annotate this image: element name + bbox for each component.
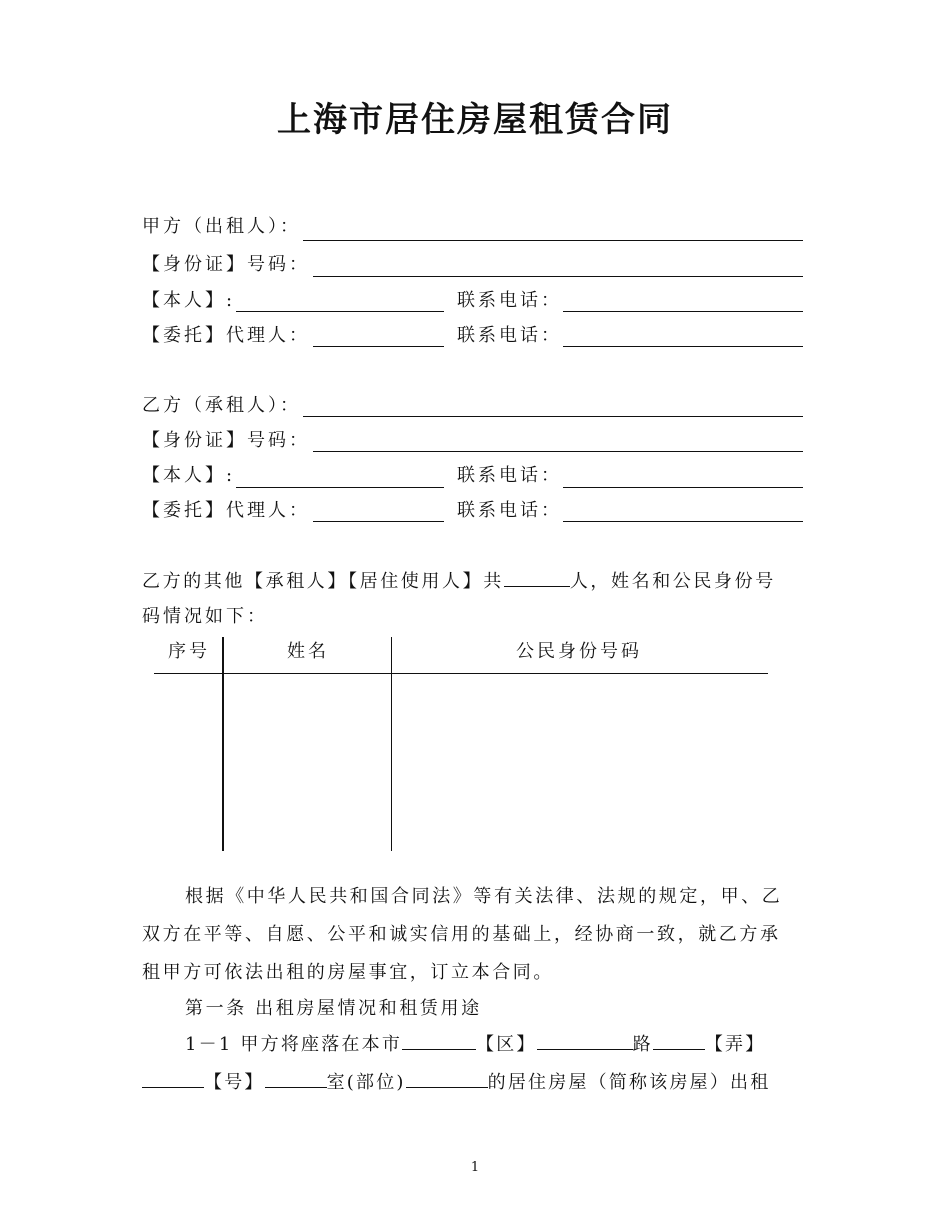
- lessee-id-field[interactable]: [313, 451, 803, 452]
- occupants-count-field[interactable]: [504, 568, 570, 587]
- preamble-line-3: 租甲方可依法出租的房屋事宜，订立本合同。: [142, 962, 554, 983]
- lessee-id-label: 【身份证】号码：: [142, 430, 310, 451]
- clause-1-1-text-b: 【区】: [476, 1034, 537, 1055]
- clause-1-1-line-1: [142, 1030, 812, 1056]
- occupants-text-after: 人，姓名和公民身份号: [569, 571, 776, 592]
- lessor-id-label: 【身份证】号码：: [142, 254, 310, 275]
- table-header-rule: [154, 673, 768, 674]
- occupants-sentence: [142, 567, 776, 593]
- lessor-agent-field[interactable]: [313, 346, 444, 347]
- lessor-name-field[interactable]: [303, 240, 803, 241]
- document-title: 上海市居住房屋租赁合同: [277, 100, 673, 140]
- lessee-label: 乙方（承租人）：: [142, 395, 301, 416]
- clause-1-1-text-e: 【号】: [204, 1072, 265, 1093]
- lessee-agent-label: 【委托】代理人：: [142, 500, 310, 521]
- lessee-phone-field[interactable]: [563, 487, 803, 488]
- lessor-agent-phone-field[interactable]: [563, 346, 803, 347]
- table-header-name: 姓名: [287, 641, 329, 662]
- lessee-agent-field[interactable]: [313, 521, 444, 522]
- preamble-line-2: 双方在平等、自愿、公平和诚实信用的基础上，经协商一致，就乙方承: [142, 924, 781, 945]
- clause-1-1-text-a: 1－1 甲方将座落在本市: [185, 1034, 403, 1055]
- preamble-line-1: 根据《中华人民共和国合同法》等有关法律、法规的规定，甲、乙: [185, 886, 783, 907]
- lessor-self-label: 【本人】:: [142, 290, 236, 311]
- table-column-divider-2: [391, 637, 392, 851]
- clause-1-1-text-f: 室(部位): [326, 1072, 406, 1093]
- article-1-title: 第一条 出租房屋情况和租赁用途: [185, 998, 482, 1019]
- lessor-phone-field[interactable]: [563, 311, 803, 312]
- room-field[interactable]: [265, 1069, 327, 1088]
- table-header-id-number: 公民身份号码: [516, 641, 642, 662]
- clause-1-1-line-2: [142, 1068, 812, 1094]
- lessor-agent-label: 【委托】代理人：: [142, 325, 310, 346]
- lessee-self-field[interactable]: [236, 487, 444, 488]
- road-field[interactable]: [537, 1031, 633, 1050]
- clause-1-1-text-g: 的居住房屋（简称该房屋）出租: [487, 1072, 771, 1093]
- page-number: 1: [470, 1160, 480, 1175]
- location-field[interactable]: [406, 1069, 488, 1088]
- lane-field[interactable]: [653, 1031, 705, 1050]
- district-field[interactable]: [402, 1031, 476, 1050]
- table-header-index: 序号: [168, 641, 210, 662]
- clause-1-1-text-c: 路: [632, 1034, 653, 1055]
- lessee-agent-phone-field[interactable]: [563, 521, 803, 522]
- lessor-agent-phone-label: 联系电话：: [457, 325, 562, 346]
- lessee-name-field[interactable]: [303, 416, 803, 417]
- lessor-phone-label: 联系电话：: [457, 290, 562, 311]
- lessor-label: 甲方（出租人）：: [142, 216, 301, 237]
- lessor-id-field[interactable]: [313, 276, 803, 277]
- occupants-text-before: 乙方的其他【承租人】【居住使用人】共: [142, 571, 504, 592]
- occupants-text-line2: 码情况如下：: [142, 606, 268, 627]
- clause-1-1-text-d: 【弄】: [704, 1034, 766, 1055]
- lessee-phone-label: 联系电话：: [457, 465, 562, 486]
- lessee-agent-phone-label: 联系电话：: [457, 500, 562, 521]
- table-column-divider-1: [222, 637, 224, 851]
- lessee-self-label: 【本人】:: [142, 465, 236, 486]
- lessor-self-field[interactable]: [236, 311, 444, 312]
- number-field[interactable]: [142, 1069, 204, 1088]
